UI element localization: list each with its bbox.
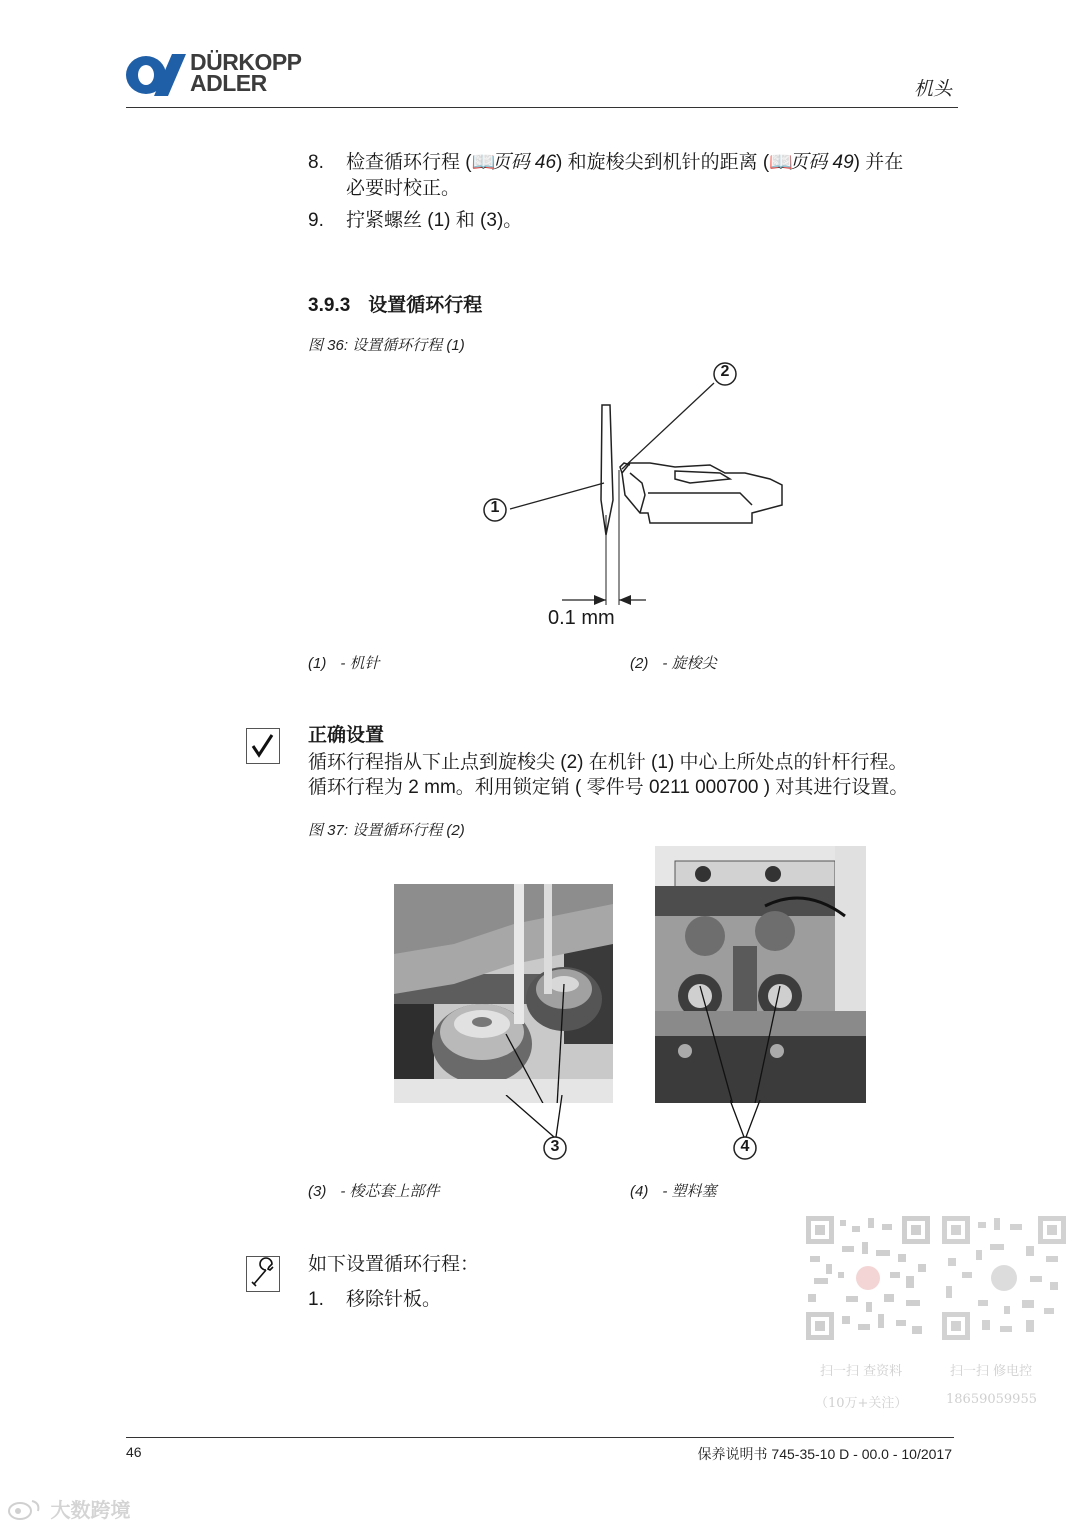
callout-3-label: 3 [550, 1138, 560, 1155]
figure-36-legend-1 [308, 652, 380, 673]
qr-1-caption-1: 扫一扫 查资料 [820, 1364, 903, 1379]
step-text-part: 必要时校正。 [346, 178, 461, 199]
procedure-step-1 [308, 1287, 708, 1315]
legend-text: - 机针 [340, 655, 380, 672]
note-body [308, 750, 968, 800]
callout-1-label: 1 [490, 499, 500, 516]
figure-37-caption: 图 37: 设置循环行程 (2) [308, 822, 465, 839]
step-text: 拧紧螺丝 (1) 和 (3)。 [346, 210, 523, 231]
step-number: 8. [308, 152, 324, 173]
callout-4-label: 4 [740, 1138, 750, 1155]
dimension-label: 0.1 mm [548, 607, 615, 629]
qr-2-caption-1: 扫一扫 修电控 [950, 1364, 1033, 1379]
figure-37-legend-3 [308, 1180, 440, 1201]
book-icon: 📖 [769, 152, 793, 173]
corner-watermark-text: 大数跨境 [50, 1500, 131, 1522]
section-heading [308, 290, 482, 317]
book-icon: 📖 [471, 152, 496, 173]
note-line-1: 循环行程指从下止点到旋梭尖 (2) 在机针 (1) 中心上所处点的针杆行程。 [308, 752, 908, 773]
plastic-plug-photo [655, 846, 866, 1103]
page-ref-link[interactable]: 页码 49 [789, 152, 854, 173]
legend-label: (3) [308, 1183, 327, 1200]
step-9 [308, 208, 968, 236]
step-text-part: ) 和旋梭尖到机针的距离 ( [556, 152, 770, 173]
callout-3-leaders [500, 1095, 580, 1165]
step-8 [308, 150, 968, 204]
step-number: 1. [308, 1289, 324, 1310]
legend-label: (4) [630, 1183, 649, 1200]
header-rule [126, 107, 958, 108]
procedure-intro: 如下设置循环行程： [308, 1254, 480, 1275]
note-title: 正确设置 [308, 725, 385, 746]
legend-text: - 塑料塞 [662, 1183, 717, 1200]
figure-36-legend-2 [630, 652, 717, 673]
legend-label: (2) [630, 655, 649, 672]
checkmark-icon [247, 729, 278, 762]
figure-36-caption: 图 36: 设置循环行程 (1) [308, 337, 465, 354]
page-ref-link[interactable]: 页码 46 [491, 152, 557, 173]
corner-watermark [6, 1494, 130, 1523]
legend-text: - 旋梭尖 [662, 655, 717, 672]
step-text: 移除针板。 [346, 1289, 442, 1310]
brand-line1: DÜRKOPP [190, 49, 302, 75]
step-text [346, 150, 956, 202]
checkmark-icon-box [246, 728, 280, 764]
step-text-part: ) 并在 [853, 152, 904, 173]
footer-doc-id: 保养说明书 745-35-10 D - 00.0 - 10/2017 [697, 1446, 952, 1462]
brand-logo [124, 50, 324, 100]
logo-mark-icon [124, 50, 188, 98]
bobbin-case-photo [394, 884, 613, 1103]
qr-code-1 [806, 1216, 930, 1340]
qr-code-2 [942, 1216, 1066, 1340]
section-number: 3.9.3 [308, 295, 351, 316]
step-text-part: 检查循环行程 ( [346, 152, 472, 173]
wrench-icon-box [246, 1256, 280, 1292]
callout-2-label: 2 [720, 363, 730, 380]
figure-36-diagram [470, 355, 800, 640]
footer-page-number: 46 [126, 1444, 142, 1460]
figure-37-legend-4 [630, 1180, 717, 1201]
note-line-2: 循环行程为 2 mm。利用锁定销 ( 零件号 0211 000700 ) 对其进行设置。 [308, 777, 909, 798]
step-number: 9. [308, 210, 324, 231]
section-title: 设置循环行程 [368, 295, 483, 316]
legend-text: - 梭芯套上部件 [340, 1183, 440, 1200]
footer-rule [126, 1437, 954, 1438]
legend-label: (1) [308, 655, 327, 672]
weibo-icon [6, 1497, 46, 1521]
needle-shape [601, 405, 613, 535]
qr-2-caption-2: 18659059955 [946, 1392, 1037, 1407]
brand-line2: ADLER [190, 70, 267, 96]
hook-shape [620, 463, 782, 523]
wrench-icon [247, 1257, 278, 1290]
qr-1-caption-2: （10万+关注） [815, 1396, 908, 1411]
header-section-title: 机头 [913, 79, 952, 100]
